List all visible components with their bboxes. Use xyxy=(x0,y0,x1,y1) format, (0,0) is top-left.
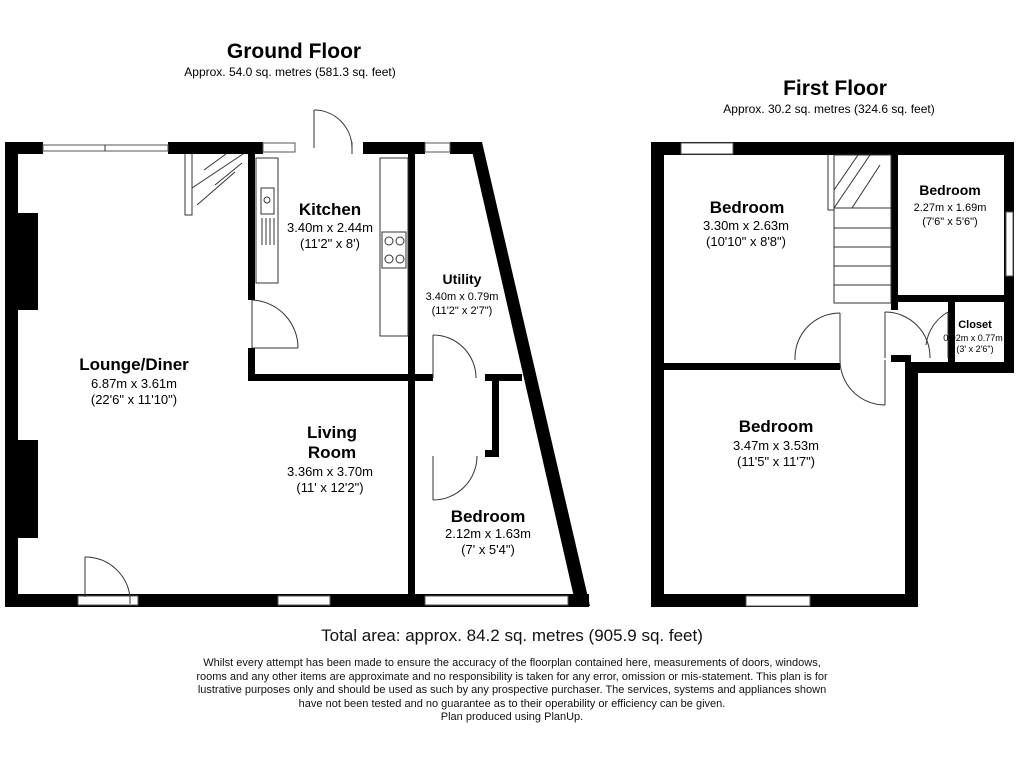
room-name-utility: Utility xyxy=(442,271,482,287)
sink-icon xyxy=(261,188,274,214)
room-name-gf-bedroom: Bedroom xyxy=(450,507,526,526)
room-metric-gf-bedroom: 2.12m x 1.63m xyxy=(445,526,531,541)
ff-wall-left xyxy=(651,142,664,607)
bedroom-door xyxy=(433,456,477,500)
room-name-closet: Closet xyxy=(958,319,992,331)
kitchen-window xyxy=(263,143,295,152)
room-metric-living: 3.36m x 3.70m xyxy=(287,464,373,479)
room-metric-ff-bedroom1: 3.30m x 2.63m xyxy=(703,218,789,233)
ff-bedroom1-door xyxy=(795,313,840,360)
chimney-breast-upper xyxy=(18,213,38,310)
room-imperial-closet: (3' x 2'6") xyxy=(956,344,994,354)
room-imperial-ff-bedroom1: (10'10" x 8'8") xyxy=(706,234,786,249)
ff-bedroom3-window xyxy=(746,596,810,606)
disclaimer-line: lustrative purposes only and should be used as such by any prospective purchaser. The services, systems and appliances shown xyxy=(197,684,827,696)
ground-staircase xyxy=(185,154,243,215)
utility-door xyxy=(433,335,476,378)
room-name-ff-bedroom3: Bedroom xyxy=(738,417,814,436)
ff-staircase xyxy=(828,155,891,303)
ground-floor-title: Ground Floor xyxy=(226,40,362,63)
total-area: Total area: approx. 84.2 sq. metres (905.9 sq. feet) xyxy=(321,626,703,645)
room-name-living-2: Room xyxy=(307,443,357,462)
room-imperial-living: (11' x 12'2") xyxy=(296,480,364,495)
first-floor-title: First Floor xyxy=(783,77,887,100)
wall-living-bedroom xyxy=(408,374,415,607)
ff-wall-small-bedroom xyxy=(891,142,898,310)
ff-bedroom1-window xyxy=(681,143,733,154)
ff-bedroom2-window xyxy=(1006,212,1013,276)
utility-window xyxy=(425,143,450,152)
room-name-lounge: Lounge/Diner xyxy=(79,355,189,374)
room-metric-ff-bedroom3: 3.47m x 3.53m xyxy=(733,438,819,453)
wall-kitchen-utility xyxy=(408,142,415,381)
disclaimer xyxy=(150,657,874,725)
wall-utility-bottom xyxy=(485,374,522,381)
wall-bedroom-door-jamb xyxy=(485,450,499,457)
chimney-breast-lower xyxy=(18,440,38,538)
wall-left xyxy=(5,142,18,607)
room-name-living-1: Living xyxy=(306,423,358,442)
disclaimer-line: Plan produced using PlanUp. xyxy=(440,711,584,723)
ff-wall-step xyxy=(905,362,1014,373)
room-metric-utility: 3.40m x 0.79m xyxy=(425,291,499,303)
room-name-ff-bedroom1: Bedroom xyxy=(709,198,785,217)
ff-wall-bedroom-divider xyxy=(664,363,840,370)
ff-wall-right-closet xyxy=(1004,295,1014,368)
bedroom-window xyxy=(425,596,568,605)
disclaimer-line: rooms and any other items are approximate and no responsibility is taken for any error, omission or mis-statement. This plan is for xyxy=(196,670,828,683)
room-imperial-ff-bedroom3: (11'5" x 11'7") xyxy=(736,454,816,469)
room-name-kitchen: Kitchen xyxy=(298,200,362,219)
room-metric-ff-bedroom2: 2.27m x 1.69m xyxy=(913,202,987,214)
room-metric-closet: 0.92m x 0.77m xyxy=(943,333,1003,343)
ff-wall-landing xyxy=(891,355,911,362)
room-imperial-gf-bedroom: (7' x 5'4") xyxy=(461,542,515,557)
kitchen-door xyxy=(252,300,298,348)
front-door-threshold xyxy=(78,596,138,605)
room-imperial-utility: (11'2" x 2'7") xyxy=(431,305,493,317)
living-window xyxy=(278,596,330,605)
wall-top-kitchen xyxy=(363,142,425,154)
room-name-ff-bedroom2: Bedroom xyxy=(919,182,981,198)
wall-kitchen-bottom xyxy=(248,374,433,381)
ground-floor-area: Approx. 54.0 sq. metres (581.3 sq. feet) xyxy=(184,65,396,79)
wall-kitchen-left-upper xyxy=(248,142,255,300)
disclaimer-line: Whilst every attempt has been made to ensure the accuracy of the floorplan contained here, measurements of doors, windows, xyxy=(203,657,821,669)
ff-wall-closet-left xyxy=(948,295,955,368)
kitchen-back-door xyxy=(314,110,352,154)
room-metric-kitchen: 3.40m x 2.44m xyxy=(287,220,373,235)
room-imperial-kitchen: (11'2" x 8') xyxy=(300,236,360,251)
ff-wall-right-lower xyxy=(905,362,918,607)
wall-top-left xyxy=(5,142,43,154)
room-metric-lounge: 6.87m x 3.61m xyxy=(91,376,177,391)
room-imperial-lounge: (22'6" x 11'10") xyxy=(90,392,178,407)
room-imperial-ff-bedroom2: (7'6" x 5'6") xyxy=(922,216,978,228)
wall-bedroom-right-stub xyxy=(492,374,499,456)
first-floor-area: Approx. 30.2 sq. metres (324.6 sq. feet) xyxy=(723,102,935,116)
disclaimer-line: have not been tested and no guarantee as to their operability or efficiency can be given. xyxy=(298,697,726,710)
